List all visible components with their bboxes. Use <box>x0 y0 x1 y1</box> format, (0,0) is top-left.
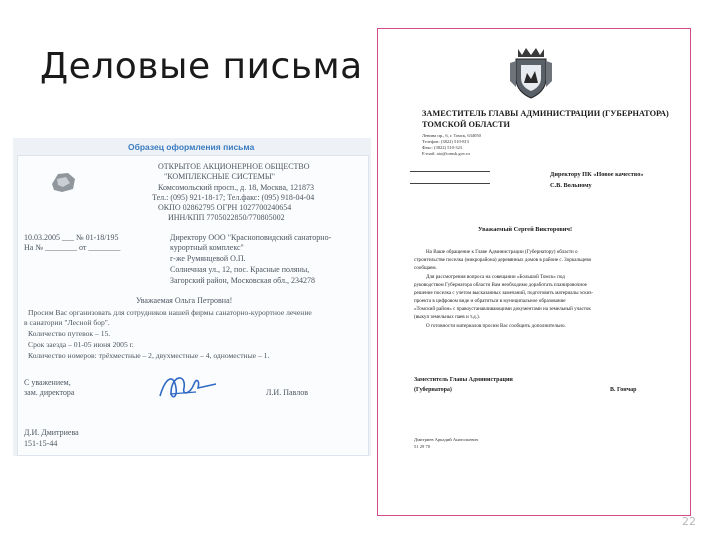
letter-body-line: «Томский район» с правоустанавливающими документами на земельный участок <box>414 306 591 312</box>
letter-body-line: (выкуп земельных паев и т.д.). <box>414 314 480 320</box>
sample-letter-sheet <box>17 155 369 456</box>
signer-name: В. Гончар <box>610 387 637 393</box>
letter-greeting: Уважаемый Сергей Викторович! <box>478 226 573 233</box>
letter-header-line: ЗАМЕСТИТЕЛЬ ГЛАВЫ АДМИНИСТРАЦИИ (ГУБЕРНАТОРА) <box>422 109 669 118</box>
addressee-line: курортный комплекс" <box>170 243 244 252</box>
closing-line: зам. директора <box>24 388 75 397</box>
signature-title-line: Заместитель Главы Администрации <box>414 377 513 383</box>
letter-body-line: Для рассмотрения вопроса на совещании «Большой Томск» под <box>426 274 565 280</box>
addressee-line: г-же Румянцевой О.П. <box>170 254 246 263</box>
signature-title-line: (Губернатора) <box>414 387 452 393</box>
page-number: 22 <box>682 515 696 528</box>
letter-body-line: в санатории "Лесной бор". <box>24 318 110 327</box>
addressee-line: Директору ПК «Новое качество» <box>550 171 644 178</box>
addressee-line: Загорский район, Московская обл., 234278 <box>170 276 316 285</box>
letter-body-line: проекта в цифровом виде и обратиться в муниципальное образование <box>414 298 566 304</box>
letter-greeting: Уважаемая Ольга Петровна! <box>136 296 233 305</box>
executor-line: 51 29 70 <box>414 444 431 449</box>
letter-body-line: сообщаем. <box>414 265 437 271</box>
letter-body-line: решение поселка с учетом высказанных замечаний, подготовить материалы эскиз- <box>414 290 594 296</box>
executor-line: 151-15-44 <box>24 439 58 448</box>
letter-body-line: Просим Вас организовать для сотрудников нашей фирмы санаторно-курортное лечение <box>28 308 312 317</box>
letter-body-line: Срок заезда – 01-05 июня 2005 г. <box>28 340 134 349</box>
addressee-line: Директору ООО "Красноповидский санаторно- <box>170 233 332 242</box>
addressee-line: С.В. Вольному <box>550 182 592 189</box>
signer-name: Л.И. Павлов <box>266 388 308 397</box>
signature-mark <box>156 370 220 404</box>
org-header-line: Тел.: (095) 921-18-17; Тел.факс: (095) 918-04-04 <box>152 193 315 202</box>
org-header-line: ОКПО 02862795 ОГРН 1027700240654 <box>158 203 292 212</box>
org-header-line: "КОМПЛЕКСНЫЕ СИСТЕМЫ" <box>164 172 276 181</box>
company-logo-icon <box>48 170 78 194</box>
letter-body-line: строительстве поселка (микрорайона) деревянных домов в районе с. Зоркальцево <box>414 257 592 263</box>
letter-header-line: ТОМСКОЙ ОБЛАСТИ <box>422 120 510 129</box>
address-line: Ленина пр., 6, г. Томск, 634050 <box>422 133 481 138</box>
org-header-line: ИНН/КПП 7705022850/770805002 <box>168 213 285 222</box>
executor-line: Дмитриев Аркадий Анатольевич <box>414 437 479 442</box>
org-header-line: ОТКРЫТОЕ АКЦИОНЕРНОЕ ОБЩЕСТВО <box>158 162 310 171</box>
registration-line <box>410 183 490 184</box>
addressee-line: Солнечная ул., 12, пос. Красные поляны, <box>170 265 310 274</box>
letter-body-line: руководством Губернатора области Вам необходимо доработать планировочное <box>414 282 587 288</box>
letter-body-line: Количество номеров: трёхместные – 2, двухместные – 4, одноместные – 1. <box>28 351 270 360</box>
address-line: Телефон: (3822) 510-813 <box>422 139 469 144</box>
address-line: Факс: (3822) 510-323 <box>422 145 463 150</box>
letter-body-line: На Ваше обращение к Главе Администрации (Губернатору) области о <box>426 249 578 255</box>
sample-letter-image <box>13 138 371 456</box>
coat-of-arms-icon <box>508 45 554 101</box>
letter-body-line: О готовности материалов просим Вас сообщить дополнительно. <box>426 323 566 329</box>
registration-line <box>410 171 490 172</box>
address-line: E-mail: ato@tomsk.gov.ru <box>422 151 470 156</box>
closing-line: С уважением, <box>24 378 71 387</box>
slide-title: Деловые письма <box>40 46 363 87</box>
executor-line: Д.И. Дмитриева <box>24 428 79 437</box>
letter-body-line: Количество путевок – 15. <box>28 329 111 338</box>
official-letter-image <box>377 28 691 516</box>
org-header-line: Комсомольский просп., д. 18, Москва, 121873 <box>158 183 314 192</box>
date-number: 10.03.2005 ___ № 01-18/195 <box>24 233 119 242</box>
reference-line: На № ________ от ________ <box>24 243 121 252</box>
sample-caption: Образец оформления письма <box>128 142 255 152</box>
